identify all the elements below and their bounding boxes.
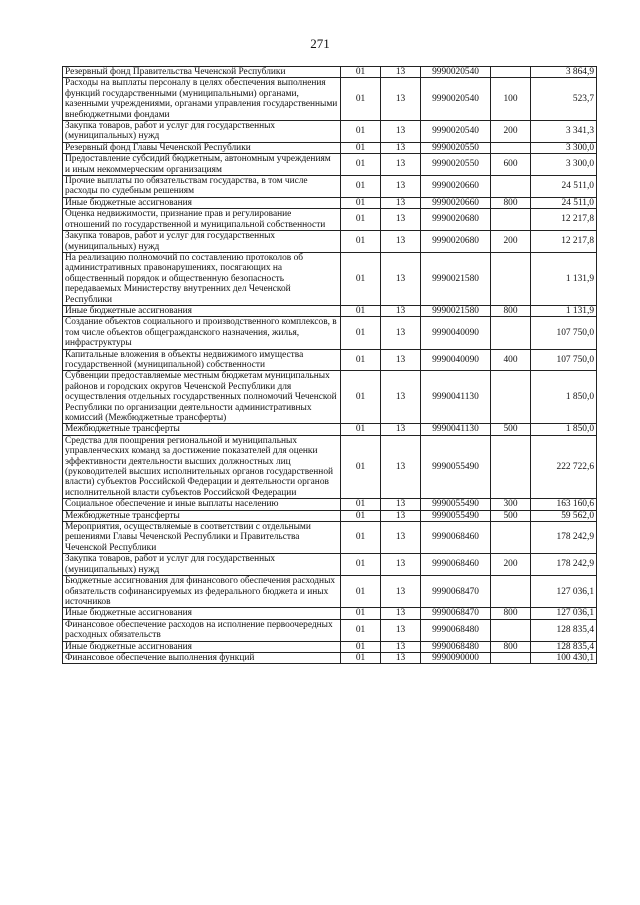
section-code: 01	[341, 154, 381, 176]
amount: 178 242,9	[531, 554, 597, 576]
amount: 3 300,0	[531, 154, 597, 176]
section-code: 01	[341, 652, 381, 663]
table-row	[63, 499, 597, 510]
target-article-code: 9990020550	[421, 142, 491, 153]
amount: 128 835,4	[531, 619, 597, 641]
item-name: Иные бюджетные ассигнования	[63, 641, 341, 652]
item-name: Мероприятия, осуществляемые в соответствии с отдельными решениями Главы Чеченской Республики и Правительства Чеченской Республики	[63, 522, 341, 554]
item-name: Бюджетные ассигнования для финансового обеспечения расходных обязательств софинансируемых из федерального бюджета и иных источников	[63, 576, 341, 608]
expense-type-code	[491, 252, 531, 305]
item-name: Закупка товаров, работ и услуг для государственных (муниципальных) нужд	[63, 554, 341, 576]
target-article-code: 9990020660	[421, 197, 491, 208]
item-name: Предоставление субсидий бюджетным, автономным учреждениям и иным некоммерческим организациям	[63, 154, 341, 176]
amount: 3 341,3	[531, 121, 597, 143]
target-article-code: 9990020550	[421, 154, 491, 176]
item-name: Иные бюджетные ассигнования	[63, 197, 341, 208]
subsection-code: 13	[381, 252, 421, 305]
section-code: 01	[341, 121, 381, 143]
expense-type-code: 800	[491, 608, 531, 619]
subsection-code: 13	[381, 522, 421, 554]
amount: 107 750,0	[531, 349, 597, 371]
table-row	[63, 305, 597, 316]
target-article-code: 9990040090	[421, 317, 491, 349]
subsection-code: 13	[381, 510, 421, 521]
table-row	[63, 209, 597, 231]
section-code: 01	[341, 197, 381, 208]
target-article-code: 9990068470	[421, 608, 491, 619]
item-name: Расходы на выплаты персоналу в целях обеспечения выполнения функций государственными (муниципальными) органами, казенными учреждениями, органами управления государственными внебюджетными фондами	[63, 78, 341, 121]
table-row	[63, 121, 597, 143]
expense-type-code	[491, 209, 531, 231]
item-name: Создание объектов социального и производственного комплексов, в том числе объектов общегражданского назначения, жилья, инфраструктуры	[63, 317, 341, 349]
subsection-code: 13	[381, 608, 421, 619]
amount: 222 722,6	[531, 435, 597, 498]
amount: 1 131,9	[531, 305, 597, 316]
subsection-code: 13	[381, 576, 421, 608]
subsection-code: 13	[381, 176, 421, 198]
section-code: 01	[341, 231, 381, 253]
item-name: Закупка товаров, работ и услуг для государственных (муниципальных) нужд	[63, 231, 341, 253]
section-code: 01	[341, 349, 381, 371]
item-name: Резервный фонд Правительства Чеченской Республики	[63, 67, 341, 78]
table-row	[63, 142, 597, 153]
target-article-code: 9990021580	[421, 252, 491, 305]
target-article-code: 9990020680	[421, 209, 491, 231]
expense-type-code: 300	[491, 499, 531, 510]
subsection-code: 13	[381, 305, 421, 316]
item-name: Средства для поощрения региональной и муниципальных управленческих команд за достижение показателей для оценки эффективности деятельности высших должностных лиц (руководителей высших исполнительных органов государственной власти) субъектов Российской Федерации и деятельности органов исполнительной власти субъектов Российской Федерации	[63, 435, 341, 498]
expense-type-code: 800	[491, 305, 531, 316]
amount: 59 562,0	[531, 510, 597, 521]
item-name: Прочие выплаты по обязательствам государства, в том числе расходы по судебным решениям	[63, 176, 341, 198]
section-code: 01	[341, 641, 381, 652]
expense-type-code	[491, 176, 531, 198]
table-row	[63, 522, 597, 554]
subsection-code: 13	[381, 619, 421, 641]
budget-table	[62, 66, 597, 664]
subsection-code: 13	[381, 424, 421, 435]
section-code: 01	[341, 619, 381, 641]
table-row	[63, 231, 597, 253]
expense-type-code: 200	[491, 121, 531, 143]
expense-type-code	[491, 142, 531, 153]
item-name: Оценка недвижимости, признание прав и регулирование отношений по государственной и муниципальной собственности	[63, 209, 341, 231]
table-row	[63, 197, 597, 208]
target-article-code: 9990068480	[421, 619, 491, 641]
subsection-code: 13	[381, 67, 421, 78]
section-code: 01	[341, 371, 381, 424]
amount: 178 242,9	[531, 522, 597, 554]
table-row	[63, 176, 597, 198]
subsection-code: 13	[381, 435, 421, 498]
target-article-code: 9990055490	[421, 435, 491, 498]
subsection-code: 13	[381, 78, 421, 121]
section-code: 01	[341, 209, 381, 231]
expense-type-code	[491, 435, 531, 498]
table-row	[63, 78, 597, 121]
subsection-code: 13	[381, 197, 421, 208]
expense-type-code: 200	[491, 231, 531, 253]
amount: 1 131,9	[531, 252, 597, 305]
subsection-code: 13	[381, 499, 421, 510]
section-code: 01	[341, 305, 381, 316]
expense-type-code	[491, 652, 531, 663]
item-name: Капитальные вложения в объекты недвижимого имущества государственной (муниципальной) собственности	[63, 349, 341, 371]
item-name: Межбюджетные трансферты	[63, 424, 341, 435]
target-article-code: 9990090000	[421, 652, 491, 663]
table-row	[63, 252, 597, 305]
amount: 1 850,0	[531, 371, 597, 424]
table-row	[63, 608, 597, 619]
expense-type-code	[491, 371, 531, 424]
item-name: Финансовое обеспечение расходов на исполнение первоочередных расходных обязательств	[63, 619, 341, 641]
subsection-code: 13	[381, 554, 421, 576]
page-number: 271	[310, 36, 330, 51]
table-row	[63, 619, 597, 641]
section-code: 01	[341, 576, 381, 608]
amount: 127 036,1	[531, 608, 597, 619]
item-name: Субвенции предоставляемые местным бюджетам муниципальных районов и городских округов Чеченской Республики для осуществления отдельных государственных полномочий Чеченской Республики по организации деятельности административных комиссий (Межбюджетные трансферты)	[63, 371, 341, 424]
amount: 3 300,0	[531, 142, 597, 153]
section-code: 01	[341, 499, 381, 510]
section-code: 01	[341, 252, 381, 305]
subsection-code: 13	[381, 142, 421, 153]
section-code: 01	[341, 435, 381, 498]
target-article-code: 9990041130	[421, 424, 491, 435]
item-name: Социальное обеспечение и иные выплаты населению	[63, 499, 341, 510]
section-code: 01	[341, 554, 381, 576]
expense-type-code	[491, 317, 531, 349]
subsection-code: 13	[381, 652, 421, 663]
subsection-code: 13	[381, 154, 421, 176]
table-row	[63, 154, 597, 176]
amount: 163 160,6	[531, 499, 597, 510]
expense-type-code	[491, 67, 531, 78]
expense-type-code: 100	[491, 78, 531, 121]
item-name: Закупка товаров, работ и услуг для государственных (муниципальных) нужд	[63, 121, 341, 143]
target-article-code: 9990041130	[421, 371, 491, 424]
section-code: 01	[341, 317, 381, 349]
expense-type-code: 600	[491, 154, 531, 176]
expense-type-code: 500	[491, 510, 531, 521]
table-row	[63, 435, 597, 498]
amount: 12 217,8	[531, 209, 597, 231]
section-code: 01	[341, 78, 381, 121]
amount: 523,7	[531, 78, 597, 121]
target-article-code: 9990020540	[421, 67, 491, 78]
amount: 100 430,1	[531, 652, 597, 663]
table-row	[63, 424, 597, 435]
item-name: Иные бюджетные ассигнования	[63, 608, 341, 619]
item-name: Резервный фонд Главы Чеченской Республики	[63, 142, 341, 153]
target-article-code: 9990055490	[421, 499, 491, 510]
item-name: Межбюджетные трансферты	[63, 510, 341, 521]
subsection-code: 13	[381, 317, 421, 349]
subsection-code: 13	[381, 371, 421, 424]
table-row	[63, 371, 597, 424]
target-article-code: 9990021580	[421, 305, 491, 316]
target-article-code: 9990020660	[421, 176, 491, 198]
subsection-code: 13	[381, 121, 421, 143]
section-code: 01	[341, 424, 381, 435]
section-code: 01	[341, 142, 381, 153]
target-article-code: 9990068470	[421, 576, 491, 608]
expense-type-code: 200	[491, 554, 531, 576]
target-article-code: 9990040090	[421, 349, 491, 371]
section-code: 01	[341, 522, 381, 554]
section-code: 01	[341, 67, 381, 78]
amount: 1 850,0	[531, 424, 597, 435]
amount: 24 511,0	[531, 197, 597, 208]
expense-type-code	[491, 522, 531, 554]
subsection-code: 13	[381, 641, 421, 652]
expense-type-code	[491, 619, 531, 641]
table-body	[63, 67, 597, 664]
section-code: 01	[341, 608, 381, 619]
subsection-code: 13	[381, 231, 421, 253]
amount: 128 835,4	[531, 641, 597, 652]
table-row	[63, 576, 597, 608]
item-name: На реализацию полномочий по составлению протоколов об административных правонарушениях, посягающих на общественный порядок и общественную безопасность передаваемых Министерству внутренних дел Чеченской Республики	[63, 252, 341, 305]
item-name: Финансовое обеспечение выполнения функций	[63, 652, 341, 663]
table-row	[63, 510, 597, 521]
target-article-code: 9990068460	[421, 522, 491, 554]
amount: 24 511,0	[531, 176, 597, 198]
amount: 12 217,8	[531, 231, 597, 253]
subsection-code: 13	[381, 349, 421, 371]
target-article-code: 9990055490	[421, 510, 491, 521]
table-row	[63, 67, 597, 78]
expense-type-code: 500	[491, 424, 531, 435]
section-code: 01	[341, 510, 381, 521]
target-article-code: 9990020540	[421, 78, 491, 121]
subsection-code: 13	[381, 209, 421, 231]
target-article-code: 9990020540	[421, 121, 491, 143]
table-row	[63, 349, 597, 371]
section-code: 01	[341, 176, 381, 198]
amount: 3 864,9	[531, 67, 597, 78]
expense-type-code: 800	[491, 197, 531, 208]
table-row	[63, 554, 597, 576]
table-row	[63, 641, 597, 652]
target-article-code: 9990068460	[421, 554, 491, 576]
table-row	[63, 317, 597, 349]
target-article-code: 9990020680	[421, 231, 491, 253]
amount: 107 750,0	[531, 317, 597, 349]
amount: 127 036,1	[531, 576, 597, 608]
expense-type-code	[491, 576, 531, 608]
expense-type-code: 400	[491, 349, 531, 371]
item-name: Иные бюджетные ассигнования	[63, 305, 341, 316]
expense-type-code: 800	[491, 641, 531, 652]
target-article-code: 9990068480	[421, 641, 491, 652]
table-row	[63, 652, 597, 663]
